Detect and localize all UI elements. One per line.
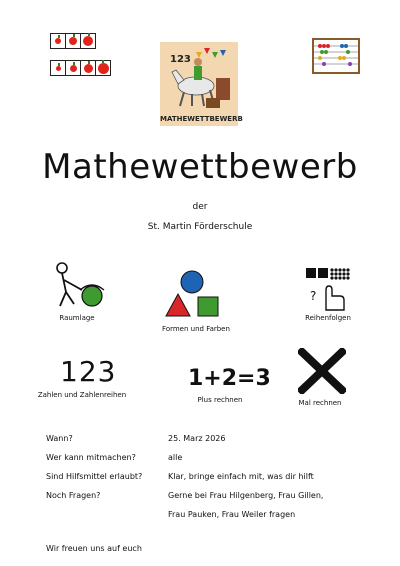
detail-row	[46, 491, 388, 510]
detail-key: Wann?	[46, 434, 73, 443]
apple-icon	[98, 63, 109, 74]
apple-icon	[70, 65, 77, 72]
detail-value: alle	[168, 453, 183, 462]
multiplication-icon	[298, 348, 346, 394]
apple-icon	[84, 64, 93, 73]
closing-line: Wir freuen uns auf euch	[46, 544, 142, 553]
apple-counting-row-top	[50, 33, 96, 49]
detail-row	[46, 453, 388, 472]
detail-row	[46, 434, 388, 453]
shapes-icon	[165, 270, 223, 320]
category-label-zahlen: Zahlen und Zahlenreihen	[37, 391, 127, 399]
apple-counting-row-bottom	[50, 60, 111, 76]
apple-icon	[56, 66, 61, 71]
detail-key	[46, 510, 168, 529]
addition-glyph: 1+2=3	[188, 366, 271, 391]
category-label-plus: Plus rechnen	[197, 396, 243, 404]
detail-key: Noch Fragen?	[46, 491, 101, 500]
detail-value: Klar, bringe einfach mit, was dir hilft	[168, 472, 314, 481]
subtitle-der: der	[192, 202, 208, 212]
category-label-mal: Mal rechnen	[298, 399, 342, 407]
detail-row	[46, 510, 388, 529]
person-pushing-ball-icon	[52, 260, 112, 315]
category-label-formen: Formen und Farben	[162, 325, 230, 333]
apple-icon	[55, 38, 61, 44]
category-label-raumlage: Raumlage	[59, 314, 95, 322]
detail-value: 25. Marz 2026	[168, 434, 226, 443]
school-name: St. Martin Förderschule	[147, 222, 253, 232]
detail-key: Sind Hilfsmittel erlaubt?	[46, 472, 143, 481]
dot-pattern-hand-icon	[304, 266, 352, 312]
page-title: Mathewettbewerb	[42, 147, 358, 187]
logo-caption: MATHEWETTBEWERB	[160, 115, 243, 123]
detail-value: Frau Pauken, Frau Weiler fragen	[168, 510, 296, 519]
abacus-icon	[312, 38, 360, 74]
detail-value: Gerne bei Frau Hilgenberg, Frau Gillen,	[168, 491, 324, 500]
knight-horse-icon	[160, 42, 238, 112]
apple-icon	[83, 36, 93, 46]
svg-text:?: ?	[310, 289, 317, 303]
svg-text:123: 123	[170, 54, 191, 65]
detail-key: Wer kann mitmachen?	[46, 453, 136, 462]
numbers-glyph: 123	[60, 355, 117, 388]
category-label-reihenfolgen: Reihenfolgen	[305, 314, 351, 322]
event-details	[46, 434, 388, 529]
competition-logo	[160, 42, 243, 126]
apple-icon	[69, 37, 77, 45]
detail-row	[46, 472, 388, 491]
